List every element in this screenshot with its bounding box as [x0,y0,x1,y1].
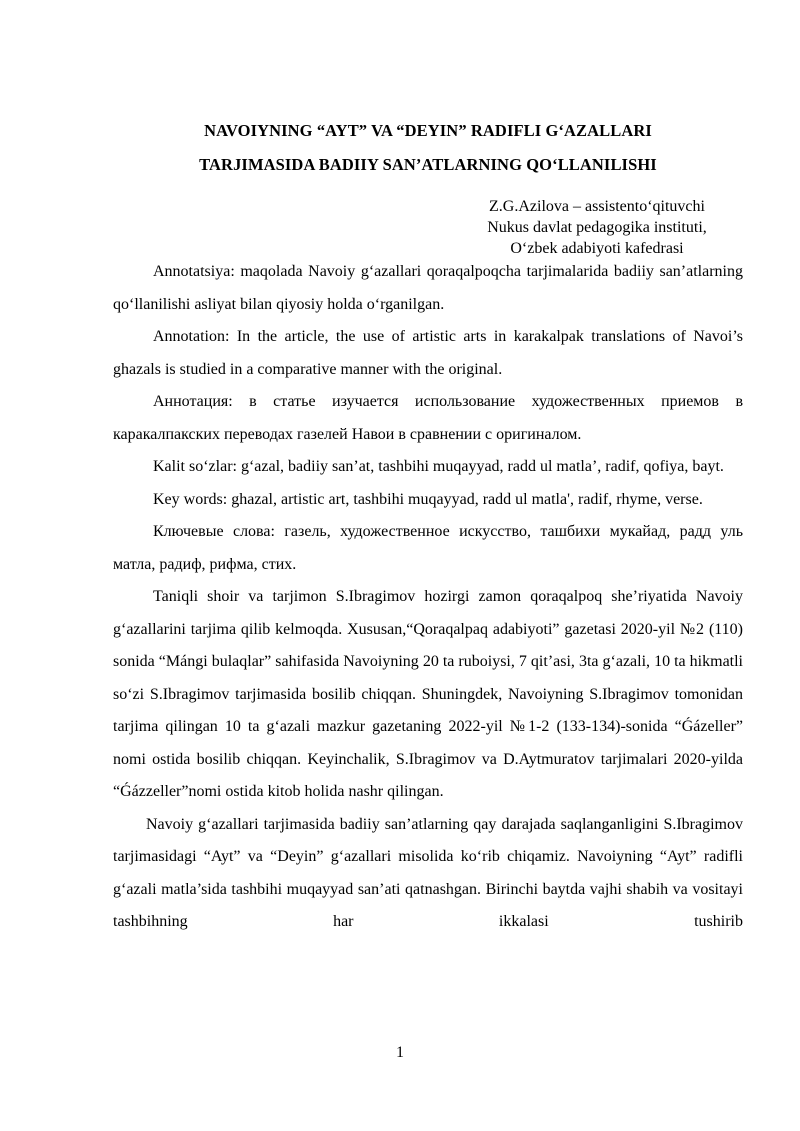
author-block [452,196,742,259]
keywords-russian: Ключевые слова: газель, художественное искусство, ташбихи мукайад, радд уль матла, радиф, рифма, стих. [113,523,743,573]
author-name: Z.G.Azilova – assistento‘qituvchi [489,198,705,215]
body-paragraph-2: Navoiy g‘azallari tarjimasida badiiy san’atlarning qay darajada saqlanganligini S.Ibragimov tarjimasidagi “Ayt” va “Deyin” g‘azallari misolida ko‘rib chiqamiz. Navoiyning “Ayt” radifli g‘azali matla’sida tashbihi muqayyad san’ati qatnashgan. Birinchi baytda vajhi shabih va vositayi tashbihning har ikkalasi tushirib [113,815,743,930]
author-department: O‘zbek adabiyoti kafedrasi [510,240,684,257]
annotation-english: Annotation: In the article, the use of artistic arts in karakalpak translations of Navoi’s ghazals is studied in a comparative manner with the original. [113,328,743,378]
title-line-2: TARJIMASIDA BADIIY SAN’ATLARNING QO‘LLANILISHI [199,155,657,174]
author-institution: Nukus davlat pedagogika instituti, [487,219,707,236]
article-body [113,256,743,939]
title-line-1: NAVOIYNING “AYT” VA “DEYIN” RADIFLI G‘AZALLARI [204,121,652,140]
keywords-uzbek: Kalit so‘zlar: g‘azal, badiiy san’at, tashbihi muqayyad, radd ul matla’, radif, qofiya, bayt. [153,458,724,475]
page-number: 1 [396,1044,404,1061]
keywords-english: Key words: ghazal, artistic art, tashbihi muqayyad, radd ul matla', radif, rhyme, verse. [153,490,703,508]
article-title [113,114,743,182]
annotation-uzbek: Annotatsiya: maqolada Navoiy g‘azallari qoraqalpoqcha tarjimalarida badiiy san’atlarning qo‘llanilishi asliyat bilan qiyosiy holda o‘rganilgan. [113,263,743,313]
body-paragraph-1: Taniqli shoir va tarjimon S.Ibragimov hozirgi zamon qoraqalpoq she’riyatida Navoiy g‘azallarini tarjima qilib kelmoqda. Xususan,“Qoraqalpaq adabiyoti” gazetasi 2020-yil №2 (110) sonida “Mángi bulaqlar” sahifasida Navoiyning 20 ta ruboiysi, 7 qit’asi, 3ta g‘azali, 10 ta hikmatli so‘zi S.Ibragimov tarjimasida bosilib chiqqan. Shuningdek, Navoiyning S.Ibragimov tomonidan tarjima qilingan 10 ta g‘azali mazkur gazetaning 2022-yil №1-2 (133-134)-sonida “Ǵázeller” nomi ostida bosilib chiqqan. Keyinchalik, S.Ibragimov va D.Aytmuratov tarjimalari 2020-yilda “Ǵázzeller”nomi ostida kitob holida nashr qilingan. [113,588,743,800]
annotation-russian: Аннотация: в статье изучается использование художественных приемов в каракалпакских переводах газелей Навои в сравнении с оригиналом. [113,393,743,443]
